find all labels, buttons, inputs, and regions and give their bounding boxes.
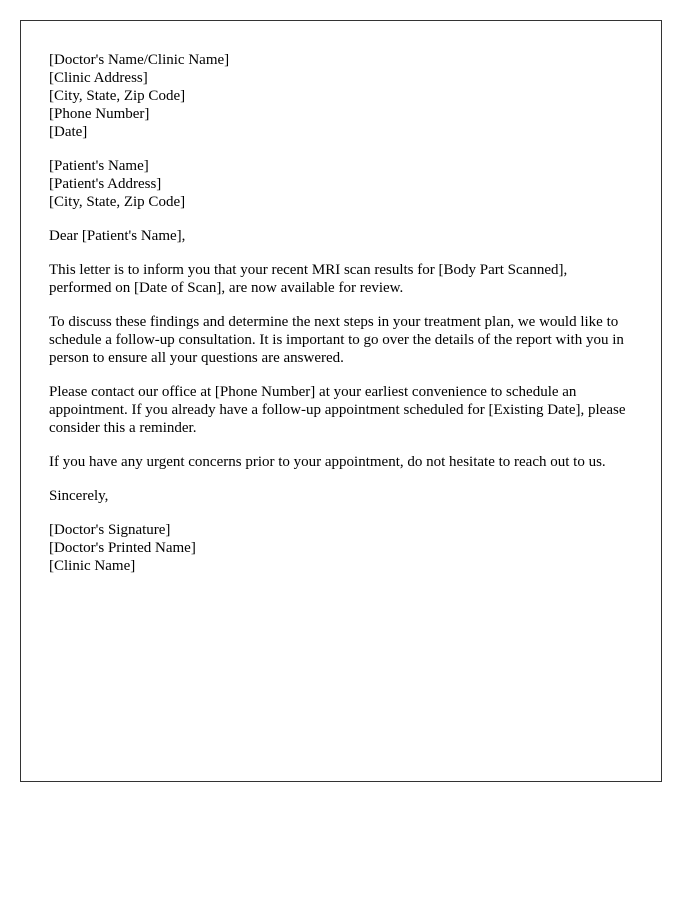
recipient-city-state-zip: [City, State, Zip Code] — [49, 194, 186, 210]
letter-date: [Date] — [49, 124, 88, 140]
recipient-address-block — [49, 157, 633, 211]
body-paragraph: To discuss these findings and determine the next steps in your treatment plan, we would like to schedule a follow-up consultation. It is important to go over the details of the report with you in person to ensure all your questions are answered. — [49, 314, 624, 366]
closing: Sincerely, — [49, 488, 109, 504]
recipient-address: [Patient's Address] — [49, 176, 162, 192]
doctor-signature: [Doctor's Signature] — [49, 522, 171, 538]
salutation: Dear [Patient's Name], — [49, 228, 186, 244]
signature-block — [49, 521, 633, 575]
recipient-name: [Patient's Name] — [49, 158, 149, 174]
body-paragraph: If you have any urgent concerns prior to your appointment, do not hesitate to reach out to us. — [49, 454, 606, 470]
letter-page — [20, 20, 662, 782]
doctor-printed-name: [Doctor's Printed Name] — [49, 540, 196, 556]
sender-address: [Clinic Address] — [49, 70, 148, 86]
sender-name: [Doctor's Name/Clinic Name] — [49, 52, 230, 68]
body-paragraph: Please contact our office at [Phone Number] at your earliest convenience to schedule an appointment. If you already have a follow-up appointment scheduled for [Existing Date], please consider this a reminder. — [49, 384, 626, 436]
clinic-name: [Clinic Name] — [49, 558, 136, 574]
sender-phone: [Phone Number] — [49, 106, 150, 122]
sender-city-state-zip: [City, State, Zip Code] — [49, 88, 186, 104]
sender-address-block — [49, 51, 633, 141]
body-paragraph: This letter is to inform you that your recent MRI scan results for [Body Part Scanned], performed on [Date of Scan], are now available for review. — [49, 262, 568, 296]
